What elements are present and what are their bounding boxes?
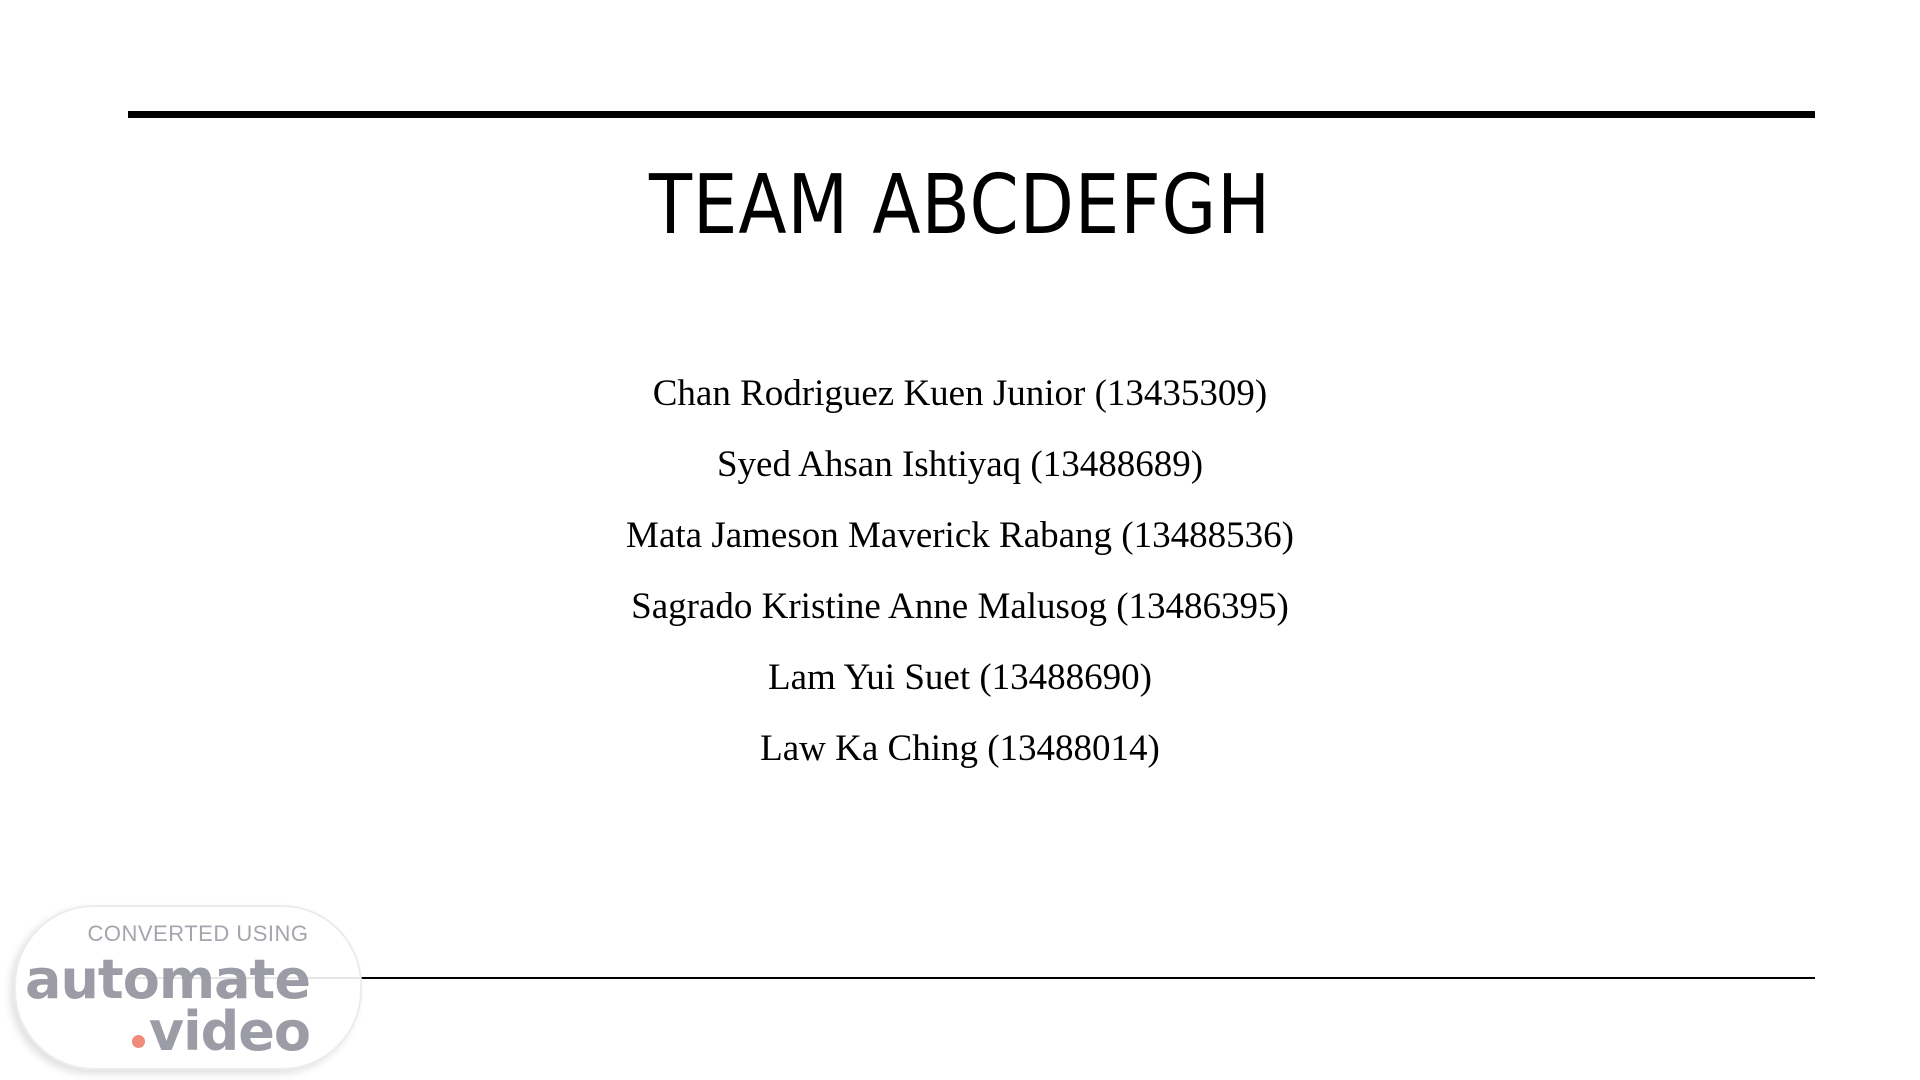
slide-title: TEAM ABCDEFGH: [648, 158, 1272, 253]
member-item: Syed Ahsan Ishtiyaq (13488689): [716, 444, 1204, 485]
member-item: Mata Jameson Maverick Rabang (13488536): [626, 515, 1294, 556]
member-item: Lam Yui Suet (13488690): [767, 657, 1152, 698]
watermark-word-video-text: video: [148, 1000, 310, 1063]
dot-icon: [132, 1035, 145, 1048]
watermark-badge: [14, 905, 362, 1070]
member-item: Chan Rodriguez Kuen Junior (13435309): [652, 373, 1268, 414]
top-divider: [128, 111, 1815, 118]
member-list: [0, 358, 1920, 784]
watermark-caption: CONVERTED USING: [87, 921, 309, 946]
bottom-divider: [128, 977, 1815, 979]
watermark-word-automate: automate: [25, 948, 310, 1011]
watermark-word-video: [132, 1000, 310, 1063]
member-item: Sagrado Kristine Anne Malusog (13486395): [631, 586, 1289, 627]
member-item: Law Ka Ching (13488014): [760, 728, 1160, 769]
